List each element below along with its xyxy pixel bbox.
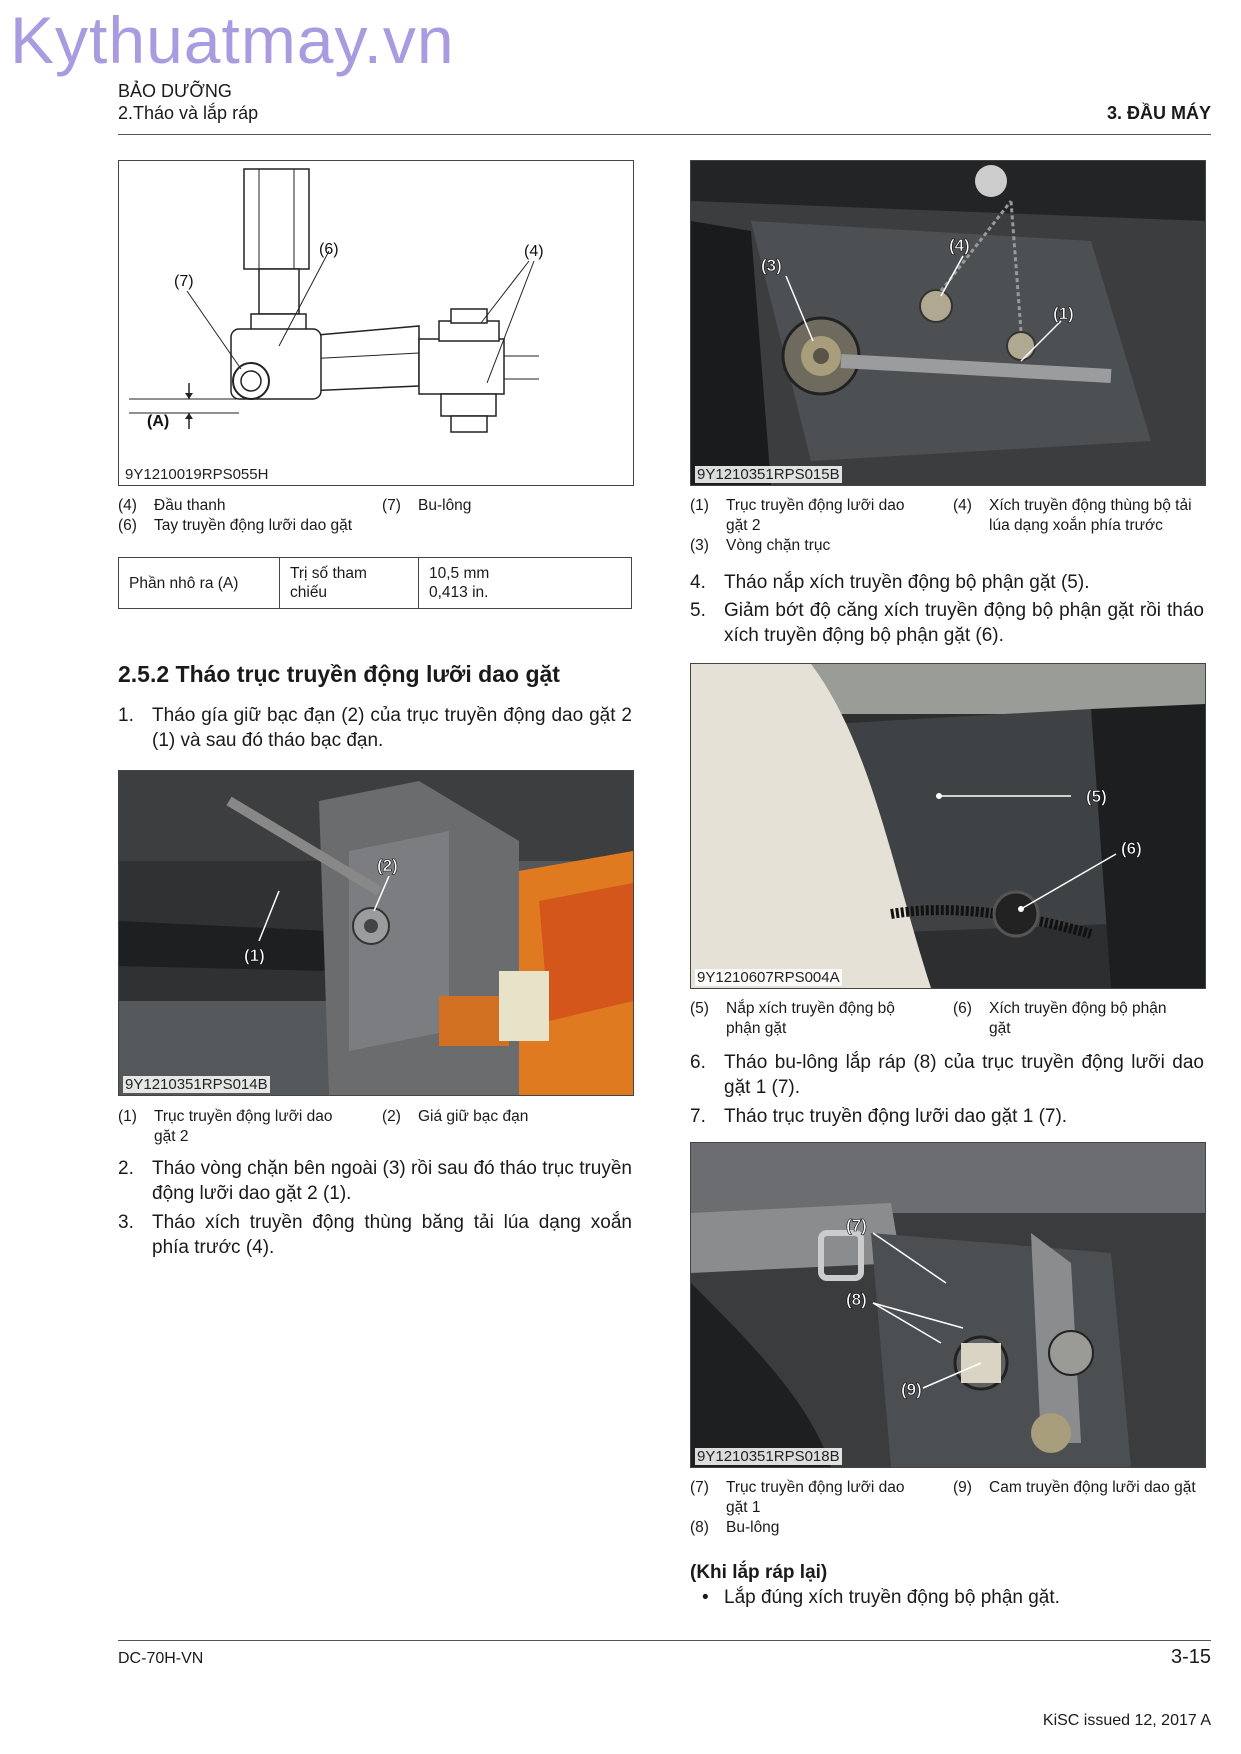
callout-2: (2) bbox=[377, 856, 398, 875]
caption-item: (4) Đầu thanh bbox=[118, 497, 226, 514]
reassembly-item: Lắp đúng xích truyền động bộ phận gặt. bbox=[724, 1587, 1060, 1608]
caption-item: (4) Xích truyền động thùng bộ tải lúa dạng xoắn phía trước bbox=[953, 497, 1192, 534]
figure-bearing-holder-photo bbox=[118, 770, 634, 1096]
header-section: BẢO DƯỠNG bbox=[118, 81, 232, 101]
caption-item: (3) Vòng chặn trục bbox=[690, 537, 831, 554]
caption-item: (1) Trục truyền động lưỡi dao gặt 2 bbox=[690, 497, 905, 534]
footer-doc-code: DC-70H-VN bbox=[118, 1650, 204, 1667]
section-title: 2.5.2 Tháo trục truyền động lưỡi dao gặt bbox=[118, 661, 560, 687]
watermark: Kythuatmay.vn bbox=[10, 3, 455, 77]
figure-drive-arm-drawing bbox=[118, 160, 634, 486]
step-item: 4. Tháo nắp xích truyền động bộ phận gặt (5). bbox=[690, 572, 1090, 593]
figure-chain-cover-photo bbox=[690, 663, 1206, 989]
figure-code: 9Y1210351RPS014B bbox=[125, 1076, 268, 1093]
reassembly-title: (Khi lắp ráp lại) bbox=[690, 1562, 828, 1583]
caption-item: (9) Cam truyền động lưỡi dao gặt bbox=[953, 1479, 1196, 1496]
spec-value: 10,5 mm 0,413 in. bbox=[419, 558, 632, 609]
step-item: 1. Tháo gía giữ bạc đạn (2) của trục truyền động dao gặt 2 (1) và sau đó tháo bạc đạn. bbox=[118, 705, 632, 751]
callout-9: (9) bbox=[901, 1380, 922, 1399]
figure-code: 9Y1210351RPS018B bbox=[697, 1448, 840, 1465]
spec-ref-label: Trị số tham chiếu bbox=[280, 558, 419, 609]
callout-4: (4) bbox=[524, 243, 544, 260]
header-chapter: 3. ĐẦU MÁY bbox=[1106, 103, 1211, 123]
figure-code: 9Y1210351RPS015B bbox=[697, 466, 840, 483]
caption-item: (6) Xích truyền động bộ phận gặt bbox=[953, 1000, 1167, 1037]
spec-table bbox=[118, 557, 632, 609]
figure-shaft-photo bbox=[690, 160, 1206, 486]
footer-issued: KiSC issued 12, 2017 A bbox=[1042, 1712, 1211, 1729]
header-rule bbox=[118, 134, 1211, 135]
footer-rule bbox=[118, 1640, 1211, 1641]
callout-3: (3) bbox=[761, 256, 782, 275]
page-number: 3-15 bbox=[1170, 1646, 1211, 1668]
bullet: • bbox=[702, 1587, 709, 1608]
caption-item: (8) Bu-lông bbox=[690, 1519, 780, 1536]
caption-item: (1) Trục truyền động lưỡi dao gặt 2 bbox=[118, 1108, 333, 1145]
step-item: 2. Tháo vòng chặn bên ngoài (3) rồi sau đó tháo trục truyền động lưỡi dao gặt 2 (1). bbox=[118, 1158, 632, 1204]
step-item: 3. Tháo xích truyền động thùng băng tải lúa dạng xoắn phía trước (4). bbox=[118, 1212, 632, 1258]
caption-item: (2) Giá giữ bạc đạn bbox=[382, 1108, 529, 1125]
callout-7: (7) bbox=[174, 273, 194, 290]
caption-item: (7) Bu-lông bbox=[382, 497, 472, 514]
callout-6: (6) bbox=[1121, 839, 1142, 858]
figure-code: 9Y1210607RPS004A bbox=[697, 969, 840, 986]
step-item: 6. Tháo bu-lông lắp ráp (8) của trục truyền động lưỡi dao gặt 1 (7). bbox=[690, 1052, 1204, 1098]
spec-item: Phần nhô ra (A) bbox=[119, 558, 280, 609]
callout-7: (7) bbox=[846, 1216, 867, 1235]
caption-item: (7) Trục truyền động lưỡi dao gặt 1 bbox=[690, 1479, 905, 1516]
callout-8: (8) bbox=[846, 1290, 867, 1309]
caption-item: (6) Tay truyền động lưỡi dao gặt bbox=[118, 517, 353, 534]
callout-A: (A) bbox=[147, 413, 170, 430]
callout-5: (5) bbox=[1086, 787, 1107, 806]
callout-4: (4) bbox=[949, 236, 970, 255]
callout-1: (1) bbox=[244, 946, 265, 965]
step-item: 5. Giảm bớt độ căng xích truyền động bộ phận gặt rồi tháo xích truyền động bộ phận gặt (6). bbox=[690, 600, 1204, 646]
callout-1: (1) bbox=[1053, 304, 1074, 323]
caption-item: (5) Nắp xích truyền động bộ phận gặt bbox=[690, 1000, 895, 1037]
figure-code: 9Y1210019RPS055H bbox=[125, 466, 269, 483]
callout-6: (6) bbox=[319, 241, 339, 258]
figure-shaft-bolt-photo bbox=[690, 1142, 1206, 1468]
header-subsection: 2.Tháo và lắp ráp bbox=[118, 103, 259, 123]
step-item: 7. Tháo trục truyền động lưỡi dao gặt 1 (7). bbox=[690, 1106, 1068, 1127]
